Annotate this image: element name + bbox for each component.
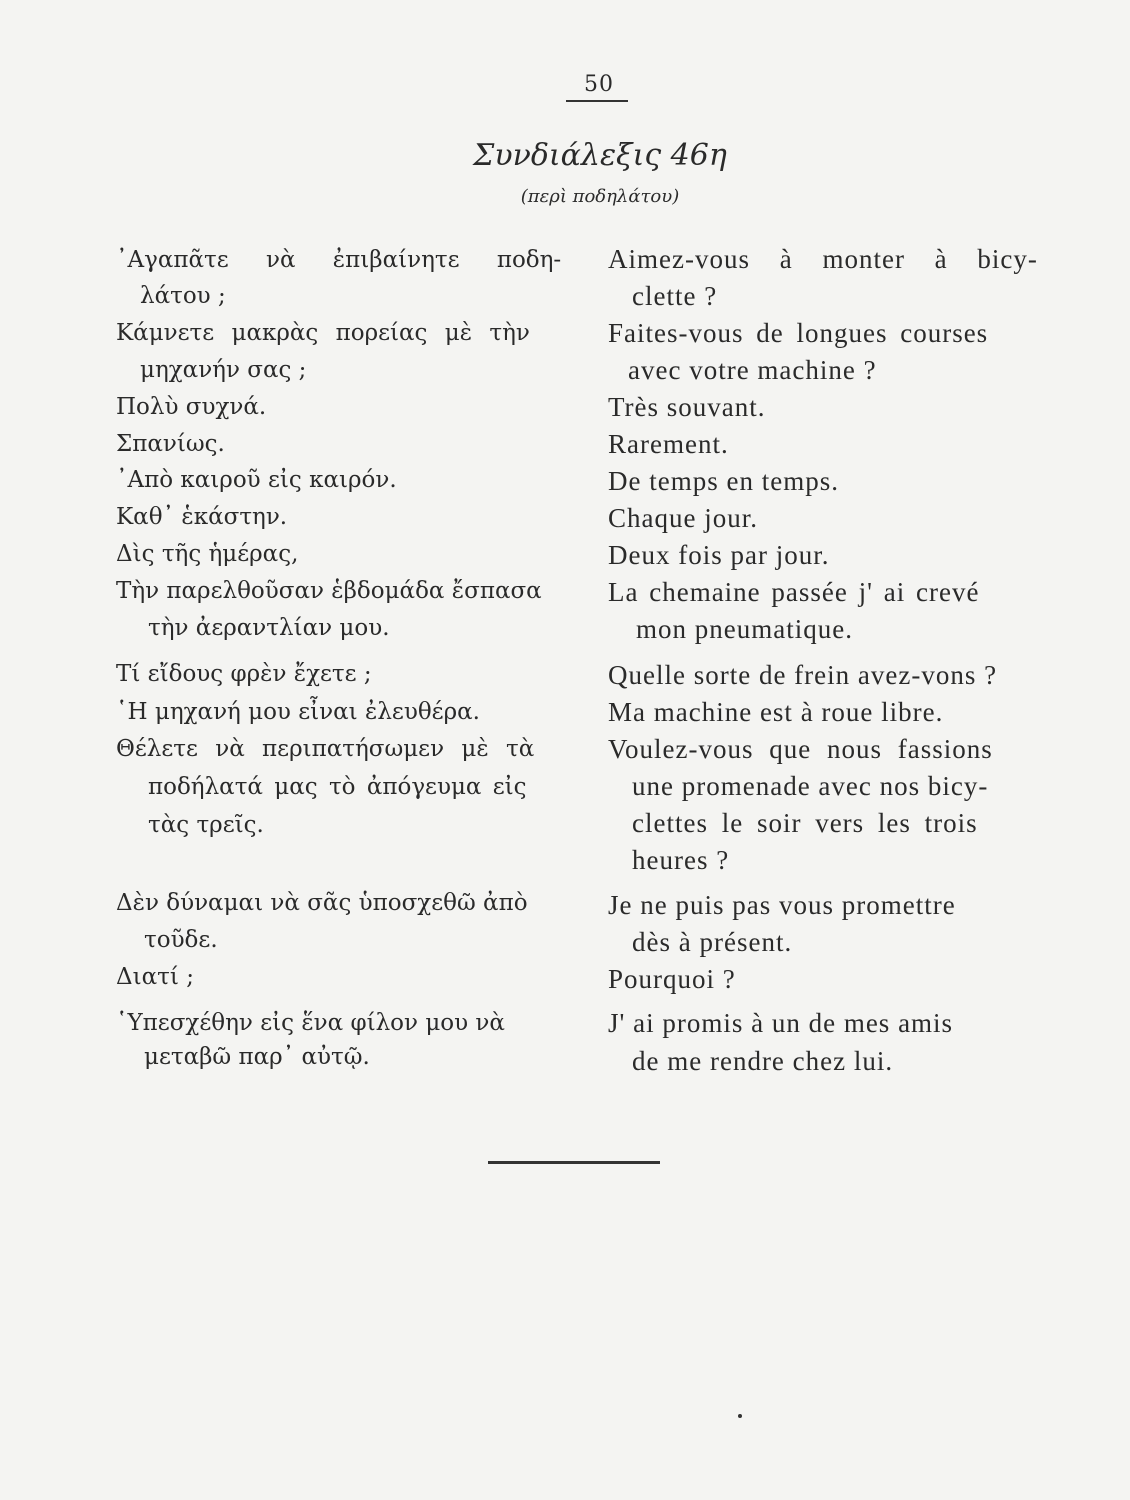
french-line: heures ? [632,845,730,875]
french-line: Faites-vous de longues courses [608,318,989,348]
french-line: Chaque jour. [608,503,758,533]
french-line: La chemaine passée j' ai crevé [608,577,980,607]
ink-speck [738,1414,742,1418]
greek-line: λάτου ; [140,283,226,309]
french-line: Rarement. [608,429,729,459]
french-line: Aimez-vous à monter à bicy- [608,244,1038,274]
french-line: avec votre machine ? [628,355,877,385]
french-line: Pourquoi ? [608,964,736,994]
greek-line: ῾Υπεσχέθην εἰς ἕνα φίλον μου νὰ [116,1010,505,1036]
french-line: Voulez-vous que nous fassions [608,734,993,764]
french-line: clette ? [632,281,718,311]
french-line: mon pneumatique. [636,614,853,644]
french-line: Quelle sorte de frein avez-vons ? [608,660,998,690]
page-number: 50 [584,72,614,97]
greek-line: ποδήλατά μας τὸ ἀπόγευμα εἰς [148,774,527,800]
greek-line: Πολὺ συχνά. [116,394,267,420]
french-line: une promenade avec nos bicy- [632,771,989,801]
french-line: J' ai promis à un de mes amis [608,1008,954,1038]
greek-line: Κάμνετε μακρὰς πορείας μὲ τὴν [116,320,530,346]
greek-line: Θέλετε νὰ περιπατήσωμεν μὲ τὰ [116,736,535,762]
french-line: Très souvant. [608,392,766,422]
french-line: Ma machine est à roue libre. [608,697,944,727]
greek-line: ᾿Αγαπᾶτε νὰ ἐπιβαίνητε ποδη- [116,247,562,273]
greek-line: ῾Η μηχανή μου εἶναι ἐλευθέρα. [116,699,480,725]
greek-line: τὴν ἀεραντλίαν μου. [148,615,390,641]
greek-line: μηχανήν σας ; [140,357,307,383]
greek-line: μεταβῶ παρ᾿ αὐτῷ. [144,1044,370,1070]
page-number-underline [566,100,628,102]
greek-line: Δὶς τῆς ἡμέρας, [116,541,299,567]
greek-line: Τὴν παρελθοῦσαν ἑβδομάδα ἔσπασα [116,578,542,604]
greek-line: Δὲν δύναμαι νὰ σᾶς ὑποσχεθῶ ἀπὸ [116,890,528,916]
greek-line: Διατί ; [116,964,194,990]
greek-line: τὰς τρεῖς. [148,812,264,838]
french-line: clettes le soir vers les trois [632,808,978,838]
greek-line: Τί εἴδους φρὲν ἔχετε ; [116,661,372,687]
footer-rule [488,1161,660,1164]
greek-line: τοῦδε. [144,927,218,953]
greek-line: Καθ᾿ ἑκάστην. [116,504,288,530]
page-subtitle: (περὶ ποδηλάτου) [520,186,680,207]
french-line: De temps en temps. [608,466,839,496]
french-line: de me rendre chez lui. [632,1046,894,1076]
page-title: Συνδιάλεξις 46η [473,138,727,173]
french-line: Deux fois par jour. [608,540,830,570]
french-line: dès à présent. [632,927,793,957]
greek-line: ᾿Απὸ καιροῦ εἰς καιρόν. [116,467,397,493]
greek-line: Σπανίως. [116,431,225,457]
french-line: Je ne puis pas vous promettre [608,890,956,920]
